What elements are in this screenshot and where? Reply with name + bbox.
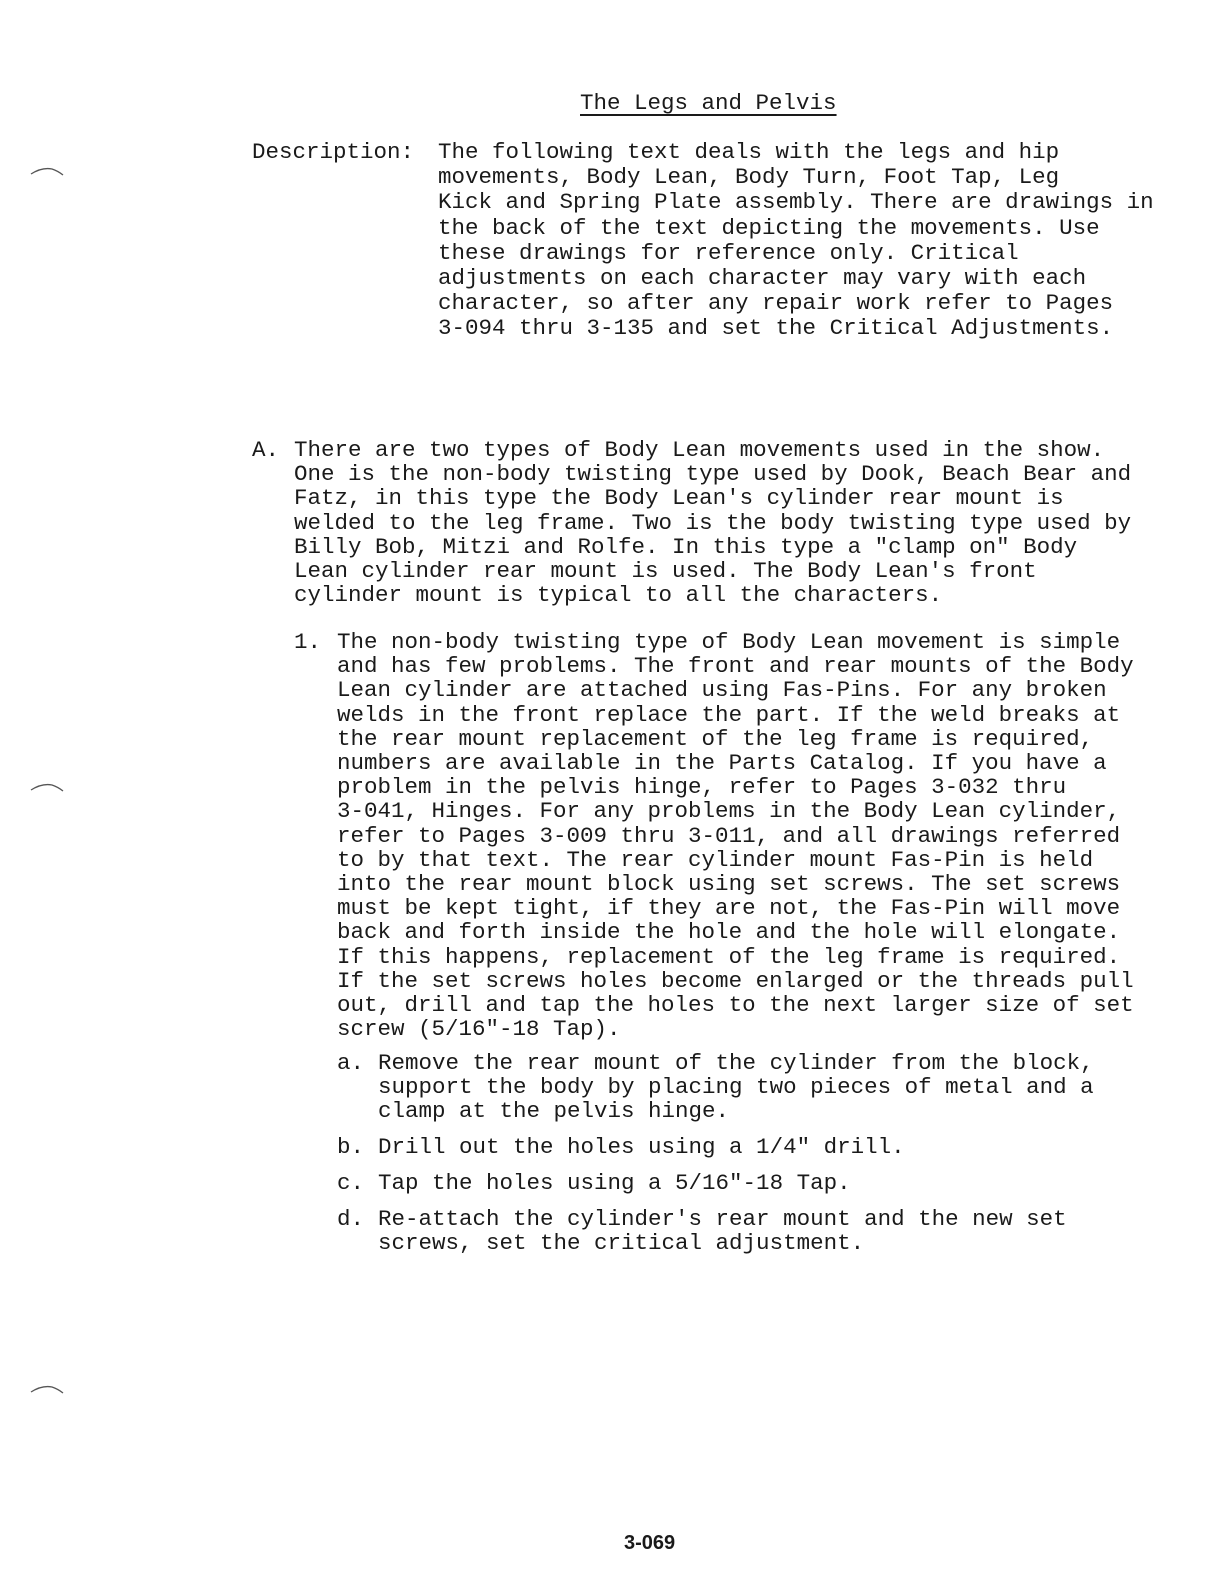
description-label: Description: — [252, 139, 415, 165]
page-title: The Legs and Pelvis — [580, 90, 837, 116]
margin-mark-middle — [30, 782, 64, 794]
step-c-marker: c. — [337, 1170, 365, 1196]
item-1-text: The non-body twisting type of Body Lean movement is simple and has few problems. The front and rear mounts of the Body Lean cylinder are attached using Fas-Pins. For any broken welds in the front replace the part. If the weld breaks at the rear mount replacement of the leg frame is required, numbers are available in the Parts Catalog. If you have a problem in the pelvis hinge, refer to Pages 3-032 thru 3-041, Hinges. For any problems in the Body Lean cylinder, refer to Pages 3-009 thru 3-011, and all drawings referred to by that text. The rear cylinder mount Fas-Pin is held into the rear mount block using set screws. The set screws must be kept tight, if they are not, the Fas-Pin will move back and forth inside the hole and the hole will elongate. If this happens, replacement of the leg frame is required. If the set screws holes become enlarged or the threads pull out, drill and tap the holes to the next larger size of set screw (5/16"-18 Tap). — [337, 629, 1134, 1043]
page-number: 3-069 — [624, 1532, 676, 1554]
step-b-marker: b. — [337, 1134, 365, 1160]
item-1-marker: 1. — [294, 629, 322, 655]
section-a-marker: A. — [252, 437, 280, 463]
section-a-text: There are two types of Body Lean movements used in the show. One is the non-body twisting type used by Dook, Beach Bear and Fatz, in this type the Body Lean's cylinder rear mount is welded to the leg frame. Two is the body twisting type used by Billy Bob, Mitzi and Rolfe. In this type a "clamp on" Body Lean cylinder rear mount is used. The Body Lean's front cylinder mount is typical to all the characters. — [294, 437, 1132, 609]
margin-mark-bottom — [30, 1384, 64, 1396]
step-d-text: Re-attach the cylinder's rear mount and the new set screws, set the critical adjustment. — [378, 1206, 1067, 1257]
step-d-marker: d. — [337, 1206, 365, 1232]
step-b-text: Drill out the holes using a 1/4" drill. — [378, 1134, 905, 1160]
margin-mark-top — [30, 166, 64, 178]
step-c-text: Tap the holes using a 5/16"-18 Tap. — [378, 1170, 851, 1196]
step-a-text: Remove the rear mount of the cylinder from the block, support the body by placing two pieces of metal and a clamp at the pelvis hinge. — [378, 1050, 1094, 1125]
step-a-marker: a. — [337, 1050, 365, 1076]
description-text: The following text deals with the legs and hip movements, Body Lean, Body Turn, Foot Tap, Leg Kick and Spring Plate assembly. There are drawings in the back of the text depicting the movements. Use these drawings for reference only. Critical adjustments on each character may vary with each character, so after any repair work refer to Pages 3-094 thru 3-135 and set the Critical Adjustments. — [438, 139, 1154, 342]
